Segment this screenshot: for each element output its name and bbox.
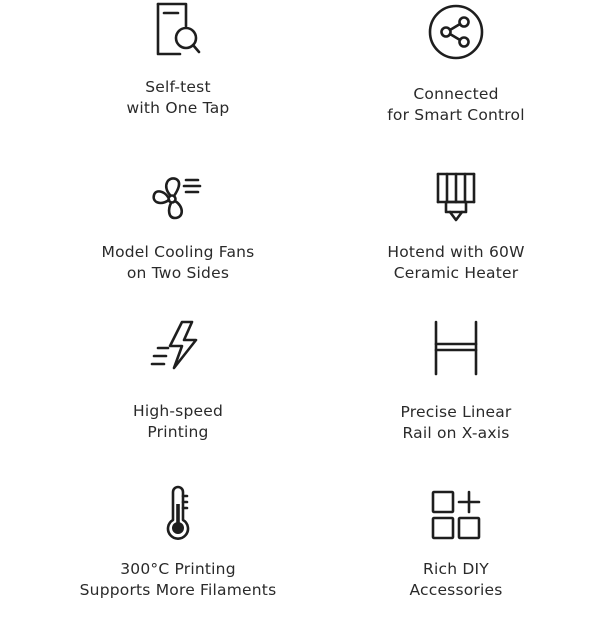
feature-linear-rail <box>306 318 600 468</box>
hotend-heater-icon <box>424 166 488 230</box>
feature-cooling-fans <box>28 162 328 312</box>
feature-label-line1: 300°C Printing <box>120 560 236 578</box>
feature-label-line2: Rail on X-axis <box>402 424 510 442</box>
linear-rail-icon <box>424 318 488 382</box>
feature-label-line2: Printing <box>147 423 209 441</box>
feature-label-line1: Self-test <box>145 78 211 96</box>
feature-label-line2: Supports More Filaments <box>79 581 277 599</box>
feature-connected <box>306 0 600 150</box>
feature-label-line2: with One Tap <box>126 99 230 117</box>
feature-label-line1: Connected <box>413 85 499 103</box>
feature-high-speed <box>28 318 328 468</box>
share-network-icon <box>424 0 488 64</box>
feature-self-test <box>28 0 328 150</box>
cooling-fan-icon <box>146 166 210 230</box>
feature-label-line1: Model Cooling Fans <box>101 243 255 261</box>
feature-label-line1: Precise Linear <box>400 403 512 421</box>
feature-rich-diy <box>306 480 600 630</box>
diy-blocks-plus-icon <box>424 484 488 548</box>
feature-hotend <box>306 162 600 312</box>
feature-label-line1: Hotend with 60W <box>387 243 525 261</box>
feature-label-line2: Ceramic Heater <box>393 264 519 282</box>
feature-label-line1: Rich DIY <box>423 560 489 578</box>
lightning-speed-icon <box>146 318 210 382</box>
feature-label-line1: High-speed <box>132 402 224 420</box>
feature-label-line2: on Two Sides <box>126 264 230 282</box>
thermometer-icon <box>146 484 210 548</box>
self-test-document-search-icon <box>146 0 210 64</box>
feature-300c-printing <box>28 480 328 630</box>
feature-label-line2: Accessories <box>409 581 503 599</box>
feature-label-line2: for Smart Control <box>387 106 525 124</box>
